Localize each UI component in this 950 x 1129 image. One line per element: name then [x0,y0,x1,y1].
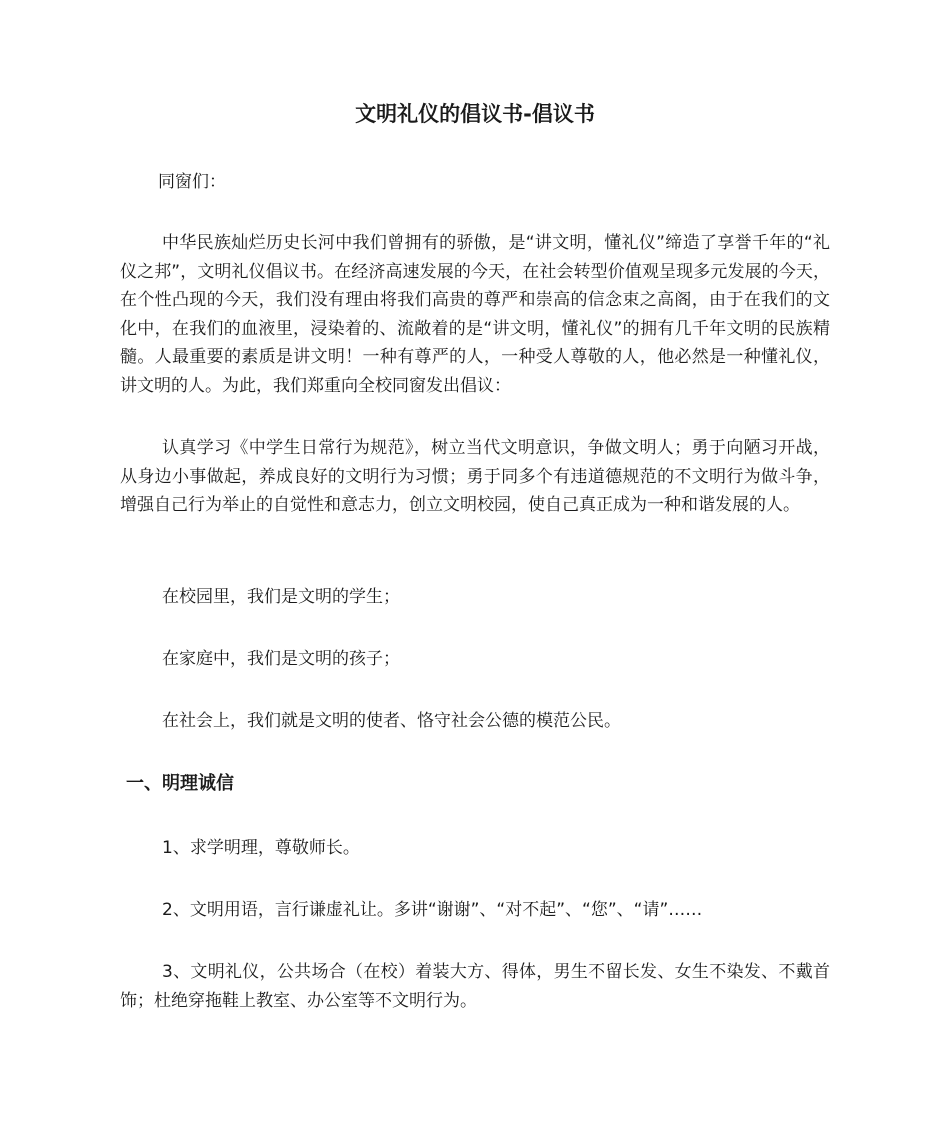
paragraph-intro: 中华民族灿烂历史长河中我们曾拥有的骄傲，是“讲文明，懂礼仪”缔造了享誉千年的“礼仪之邦”，文明礼仪倡议书。在经济高速发展的今天，在社会转型价值观呈现多元发展的今天，在个性凸现的今天，我们没有理由将我们高贵的尊严和崇高的信念束之高阁，由于在我们的文化中，在我们的血液里，浸染着的、流敞着的是“讲文明，懂礼仪”的拥有几千年文明的民族精髓。人最重要的素质是讲文明！一种有尊严的人，一种受人尊敬的人，他必然是一种懂礼仪，讲文明的人。为此，我们郑重向全校同窗发出倡议： [120,233,830,396]
role-line-family: 在家庭中，我们是文明的孩子； [162,649,400,669]
list-item: 3、文明礼仪，公共场合（在校）着装大方、得体，男生不留长发、女生不染发、不戴首饰；杜绝穿拖鞋上教室、办公室等不文明行为。 [120,962,830,1011]
paragraph-proposal: 认真学习《中学生日常行为规范》，树立当代文明意识，争做文明人；勇于向陋习开战，从身边小事做起，养成良好的文明行为习惯；勇于同多个有违道德规范的不文明行为做斗争，增强自己行为举止的自觉性和意志力，创立文明校园，使自己真正成为一种和谐发展的人。 [120,438,830,515]
document-title: 文明礼仪的倡议书-倡议书 [355,102,595,126]
role-line-school: 在校园里，我们是文明的学生； [162,587,400,607]
role-line-society: 在社会上，我们就是文明的使者、恪守社会公德的模范公民。 [162,711,621,731]
greeting: 同窗们： [158,172,226,192]
list-item: 2、文明用语，言行谦虚礼让。多讲“谢谢”、“对不起”、“您”、“请”…… [162,900,703,920]
section-heading: 一、明理诚信 [126,773,234,794]
list-item: 1、求学明理，尊敬师长。 [162,838,360,858]
